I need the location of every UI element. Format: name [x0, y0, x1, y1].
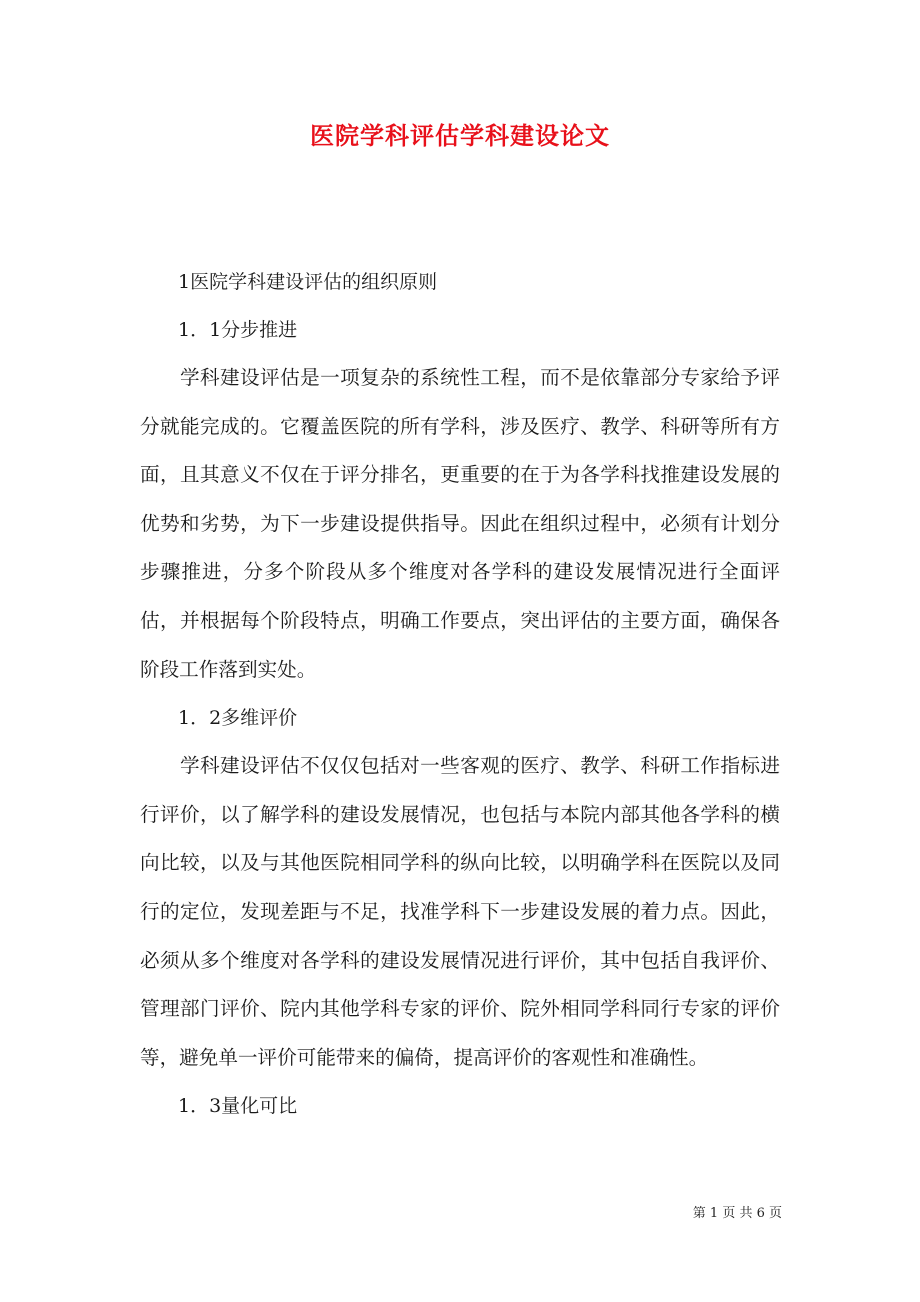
subsection-heading: 1．3量化可比 — [178, 1095, 298, 1118]
subsection-heading: 1．2多维评价 — [178, 707, 298, 730]
body-paragraph: 学科建设评估不仅仅包括对一些客观的医疗、教学、科研工作指标进行评价，以了解学科的建设发展情况，也包括与本院内部其他各学科的横向比较，以及与其他医院相同学科的纵向比较，以明确学科在医院以及同行的定位，发现差距与不足，找准学科下一步建设发展的着力点。因此，必须从多个维度对各学科的建设发展情况进行评价，其中包括自我评价、管理部门评价、院内其他学科专家的评价、院外相同学科同行专家的评价等，避免单一评价可能带来的偏倚，提高评价的客观性和准确性。 — [140, 754, 780, 1069]
document-title: 医院学科评估学科建设论文 — [310, 121, 610, 150]
page-number: 第 1 页 共 6 页 — [692, 1206, 782, 1221]
document-body — [140, 258, 780, 1130]
subsection-heading: 1．1分步推进 — [178, 319, 298, 341]
body-paragraph: 学科建设评估是一项复杂的系统性工程，而不是依靠部分专家给予评分就能完成的。它覆盖医院的所有学科，涉及医疗、教学、科研等所有方面，且其意义不仅在于评分排名，更重要的在于为各学科找推建设发展的优势和劣势，为下一步建设提供指导。因此在组织过程中，必须有计划分步骤推进，分多个阶段从多个维度对各学科的建设发展情况进行全面评估，并根据每个阶段特点，明确工作要点，突出评估的主要方面，确保各阶段工作落到实处。 — [140, 366, 780, 681]
section-heading: 1医院学科建设评估的组织原则 — [178, 271, 438, 293]
